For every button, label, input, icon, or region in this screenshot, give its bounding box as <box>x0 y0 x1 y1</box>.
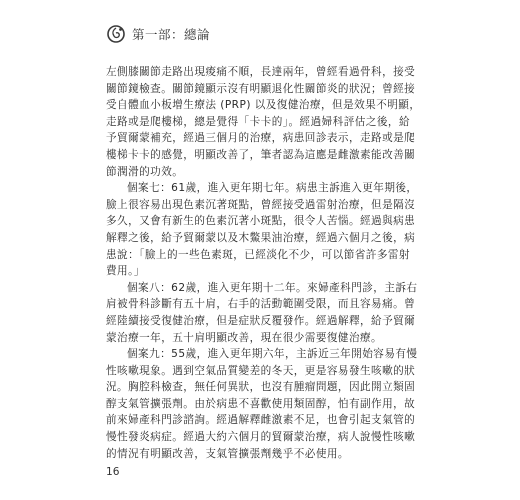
text-line: 節潤滑的功效。 <box>106 165 184 178</box>
text-line: 醇支氣管擴張劑。由於病患不喜歡使用類固醇，怕有副作用，故 <box>106 397 416 410</box>
body-text <box>106 64 421 462</box>
body-paragraph <box>106 346 418 462</box>
body-paragraph <box>106 180 418 280</box>
text-line: 肩被骨科診斷有五十肩，右手的活動範圍受限，而且容易痛。曾 <box>106 298 416 311</box>
page-number: 16 <box>106 466 120 478</box>
text-line: 受自體血小板增生療法 (PRP) 以及復健治療，但是效果不明顯， <box>106 99 421 112</box>
text-line: 的情況有明顯改善，支氣管擴張劑幾乎不必使用。 <box>106 447 349 460</box>
chapter-title: 第一部：總論 <box>132 27 211 42</box>
text-line: 患說：「臉上的一些色素斑，已經淡化不少，可以節省許多雷射 <box>106 248 410 261</box>
text-line: 關節鏡檢查。關節鏡顯示沒有明顯退化性關節炎的狀況；曾經接 <box>106 82 416 95</box>
body-paragraph <box>106 64 421 180</box>
text-line: 多久，又會有新生的色素沉著小斑點，很令人苦惱。經過與病患 <box>106 215 416 228</box>
text-line: 走路或是爬樓梯，總是覺得「卡卡的」。經過婦科評估之後，給 <box>106 115 410 128</box>
text-line: 蒙治療一年，五十肩明顯改善，現在很少需要復健治療。 <box>106 331 383 344</box>
body-paragraph <box>106 280 418 346</box>
text-line: 予貿爾蒙補充，經過三個月的治療，病患回診表示，走路或是爬 <box>106 132 416 145</box>
page-header <box>106 24 210 44</box>
text-line: 個案九：55歲，進入更年期六年，主訴近三年開始容易有慢 <box>127 348 418 361</box>
text-line: 樓梯卡卡的感覺，明顯改善了，筆者認為這應是雌激素能改善關 <box>106 148 416 161</box>
text-line: 性咳嗽現象。遇到空氣品質變差的冬天，更是容易發生咳嗽的狀 <box>106 364 416 377</box>
text-line: 慢性發炎病症。經過大約六個月的貿爾蒙治療，病人說慢性咳嗽 <box>106 431 416 444</box>
text-line: 況。胸腔科檢查，無任何異狀，也沒有腫瘤問題，因此開立類固 <box>106 381 416 394</box>
text-line: 經陸續接受復健治療，但是症狀反覆發作。經過解釋，給予貿爾 <box>106 314 416 327</box>
text-line: 個案八：62歲，進入更年期十二年。來婦產科門診，主訴右 <box>127 281 418 294</box>
text-line: 費用。」 <box>106 265 145 278</box>
text-line: 臉上很容易出現色素沉著斑點，曾經接受過雷射治療，但是隔沒 <box>106 198 416 211</box>
text-line: 個案七：61歲，進入更年期七年。病患主訴進入更年期後， <box>127 182 418 195</box>
text-line: 前來婦產科門診諮詢。經過解釋雌激素不足，也會引起支氣管的 <box>106 414 416 427</box>
text-line: 解釋之後，給予貿爾蒙以及木鱉果油治療，經過六個月之後，病 <box>106 231 416 244</box>
text-line: 左側膝關節走路出現痠痛不順，長達兩年，曾經看過骨科，接受 <box>106 66 416 78</box>
chapter-logo-icon <box>106 24 126 44</box>
